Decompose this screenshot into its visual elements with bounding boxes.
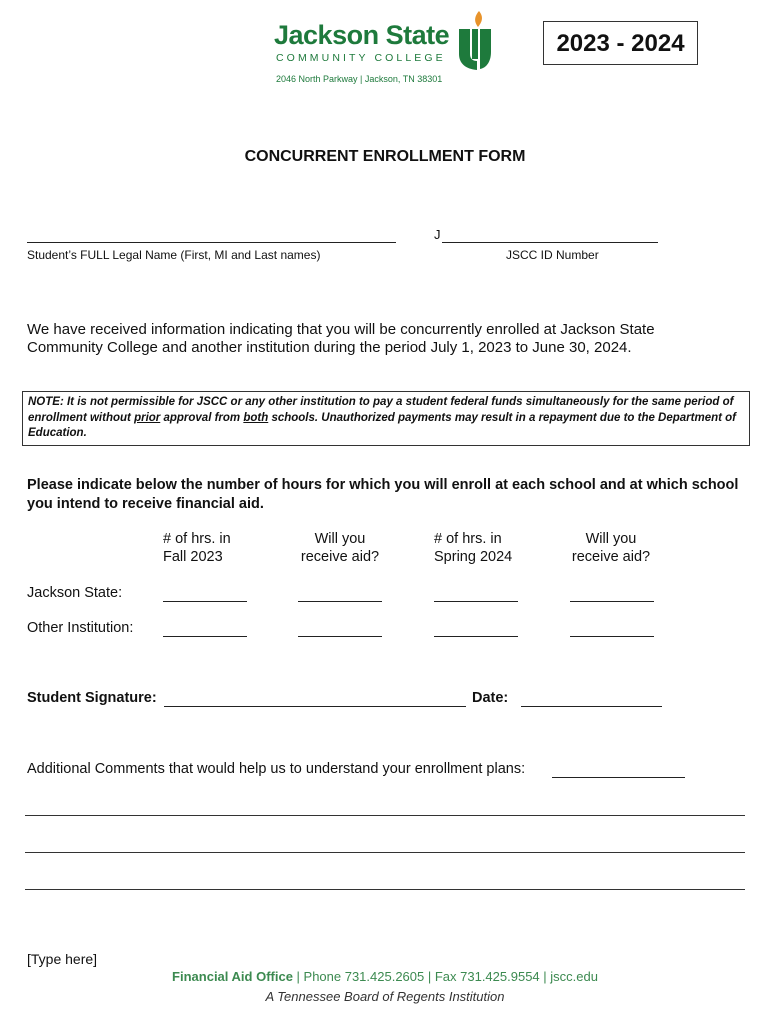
comment-line[interactable] — [25, 852, 745, 853]
comments-inline-field[interactable] — [552, 777, 685, 778]
col-header-fall-hours — [163, 530, 231, 566]
college-logo-subtitle: COMMUNITY COLLEGE — [276, 52, 446, 64]
academic-year-box: 2023 - 2024 — [543, 21, 698, 65]
row-label-jackson-state: Jackson State: — [27, 585, 123, 601]
student-name-label: Student’s FULL Legal Name (First, MI and Last names) — [27, 248, 321, 262]
note-both: both — [243, 411, 269, 424]
instruction-text: Please indicate below the number of hours for which you will enroll at each school and at which school you intend to receive financial aid. — [27, 477, 739, 512]
college-torch-logo-icon — [455, 8, 495, 70]
col-header-line1: # of hrs. in — [434, 531, 502, 547]
jackson-fall-aid-field[interactable] — [298, 601, 382, 602]
footer-tagline: A Tennessee Board of Regents Institution — [265, 989, 505, 1004]
note-text-part2: approval from — [160, 411, 244, 424]
comment-line[interactable] — [25, 889, 745, 890]
jscc-id-field[interactable] — [442, 242, 658, 243]
note-text-part1: NOTE: It is not permissible for JSCC or any other institution to pay a student federal funds simultaneously for the same period of enrollment without — [28, 396, 734, 424]
signature-label: Student Signature: — [27, 690, 157, 706]
type-here-placeholder: [Type here] — [27, 951, 98, 967]
col-header-line2: Spring 2024 — [434, 549, 513, 565]
note-text-part3: schools. Unauthorized payments may result in a repayment due to the Department of Education. — [28, 411, 737, 439]
col-header-line2: receive aid? — [571, 549, 651, 565]
id-prefix: J — [434, 227, 441, 242]
col-header-line1: Will you — [585, 531, 637, 547]
comment-line[interactable] — [25, 815, 745, 816]
col-header-line1: Will you — [314, 531, 366, 547]
other-spring-hours-field[interactable] — [434, 636, 518, 637]
college-logo-name: Jackson State — [274, 20, 450, 50]
other-fall-hours-field[interactable] — [163, 636, 247, 637]
comments-label: Additional Comments that would help us to understand your enrollment plans: — [27, 761, 526, 777]
note-prior: prior — [134, 411, 161, 424]
college-address: 2046 North Parkway | Jackson, TN 38301 — [276, 74, 443, 84]
col-header-line2: Fall 2023 — [163, 549, 223, 565]
date-label: Date: — [472, 690, 509, 706]
col-header-spring-aid — [569, 530, 653, 566]
student-name-field[interactable] — [27, 242, 396, 243]
note-box — [22, 391, 750, 446]
intro-paragraph: We have received information indicating that you will be concurrently enrolled at Jackson State Community College and another institution during the period July 1, 2023 to June 30, 2024. — [27, 321, 655, 356]
jackson-fall-hours-field[interactable] — [163, 601, 247, 602]
other-spring-aid-field[interactable] — [570, 636, 654, 637]
date-field[interactable] — [521, 706, 662, 707]
jscc-id-label: JSCC ID Number — [506, 248, 599, 262]
row-label-other-institution: Other Institution: — [27, 620, 134, 636]
signature-field[interactable] — [164, 706, 466, 707]
footer-contact-details: | Phone 731.425.2605 | Fax 731.425.9554 | jscc.edu — [292, 969, 598, 984]
other-fall-aid-field[interactable] — [298, 636, 382, 637]
col-header-spring-hours — [434, 530, 512, 566]
col-header-line1: # of hrs. in — [163, 531, 231, 547]
footer-office: Financial Aid Office — [172, 969, 293, 984]
jackson-spring-hours-field[interactable] — [434, 601, 518, 602]
footer-contact — [0, 969, 770, 984]
col-header-line2: receive aid? — [300, 549, 380, 565]
form-title: CONCURRENT ENROLLMENT FORM — [244, 148, 526, 165]
jackson-spring-aid-field[interactable] — [570, 601, 654, 602]
col-header-fall-aid — [298, 530, 382, 566]
